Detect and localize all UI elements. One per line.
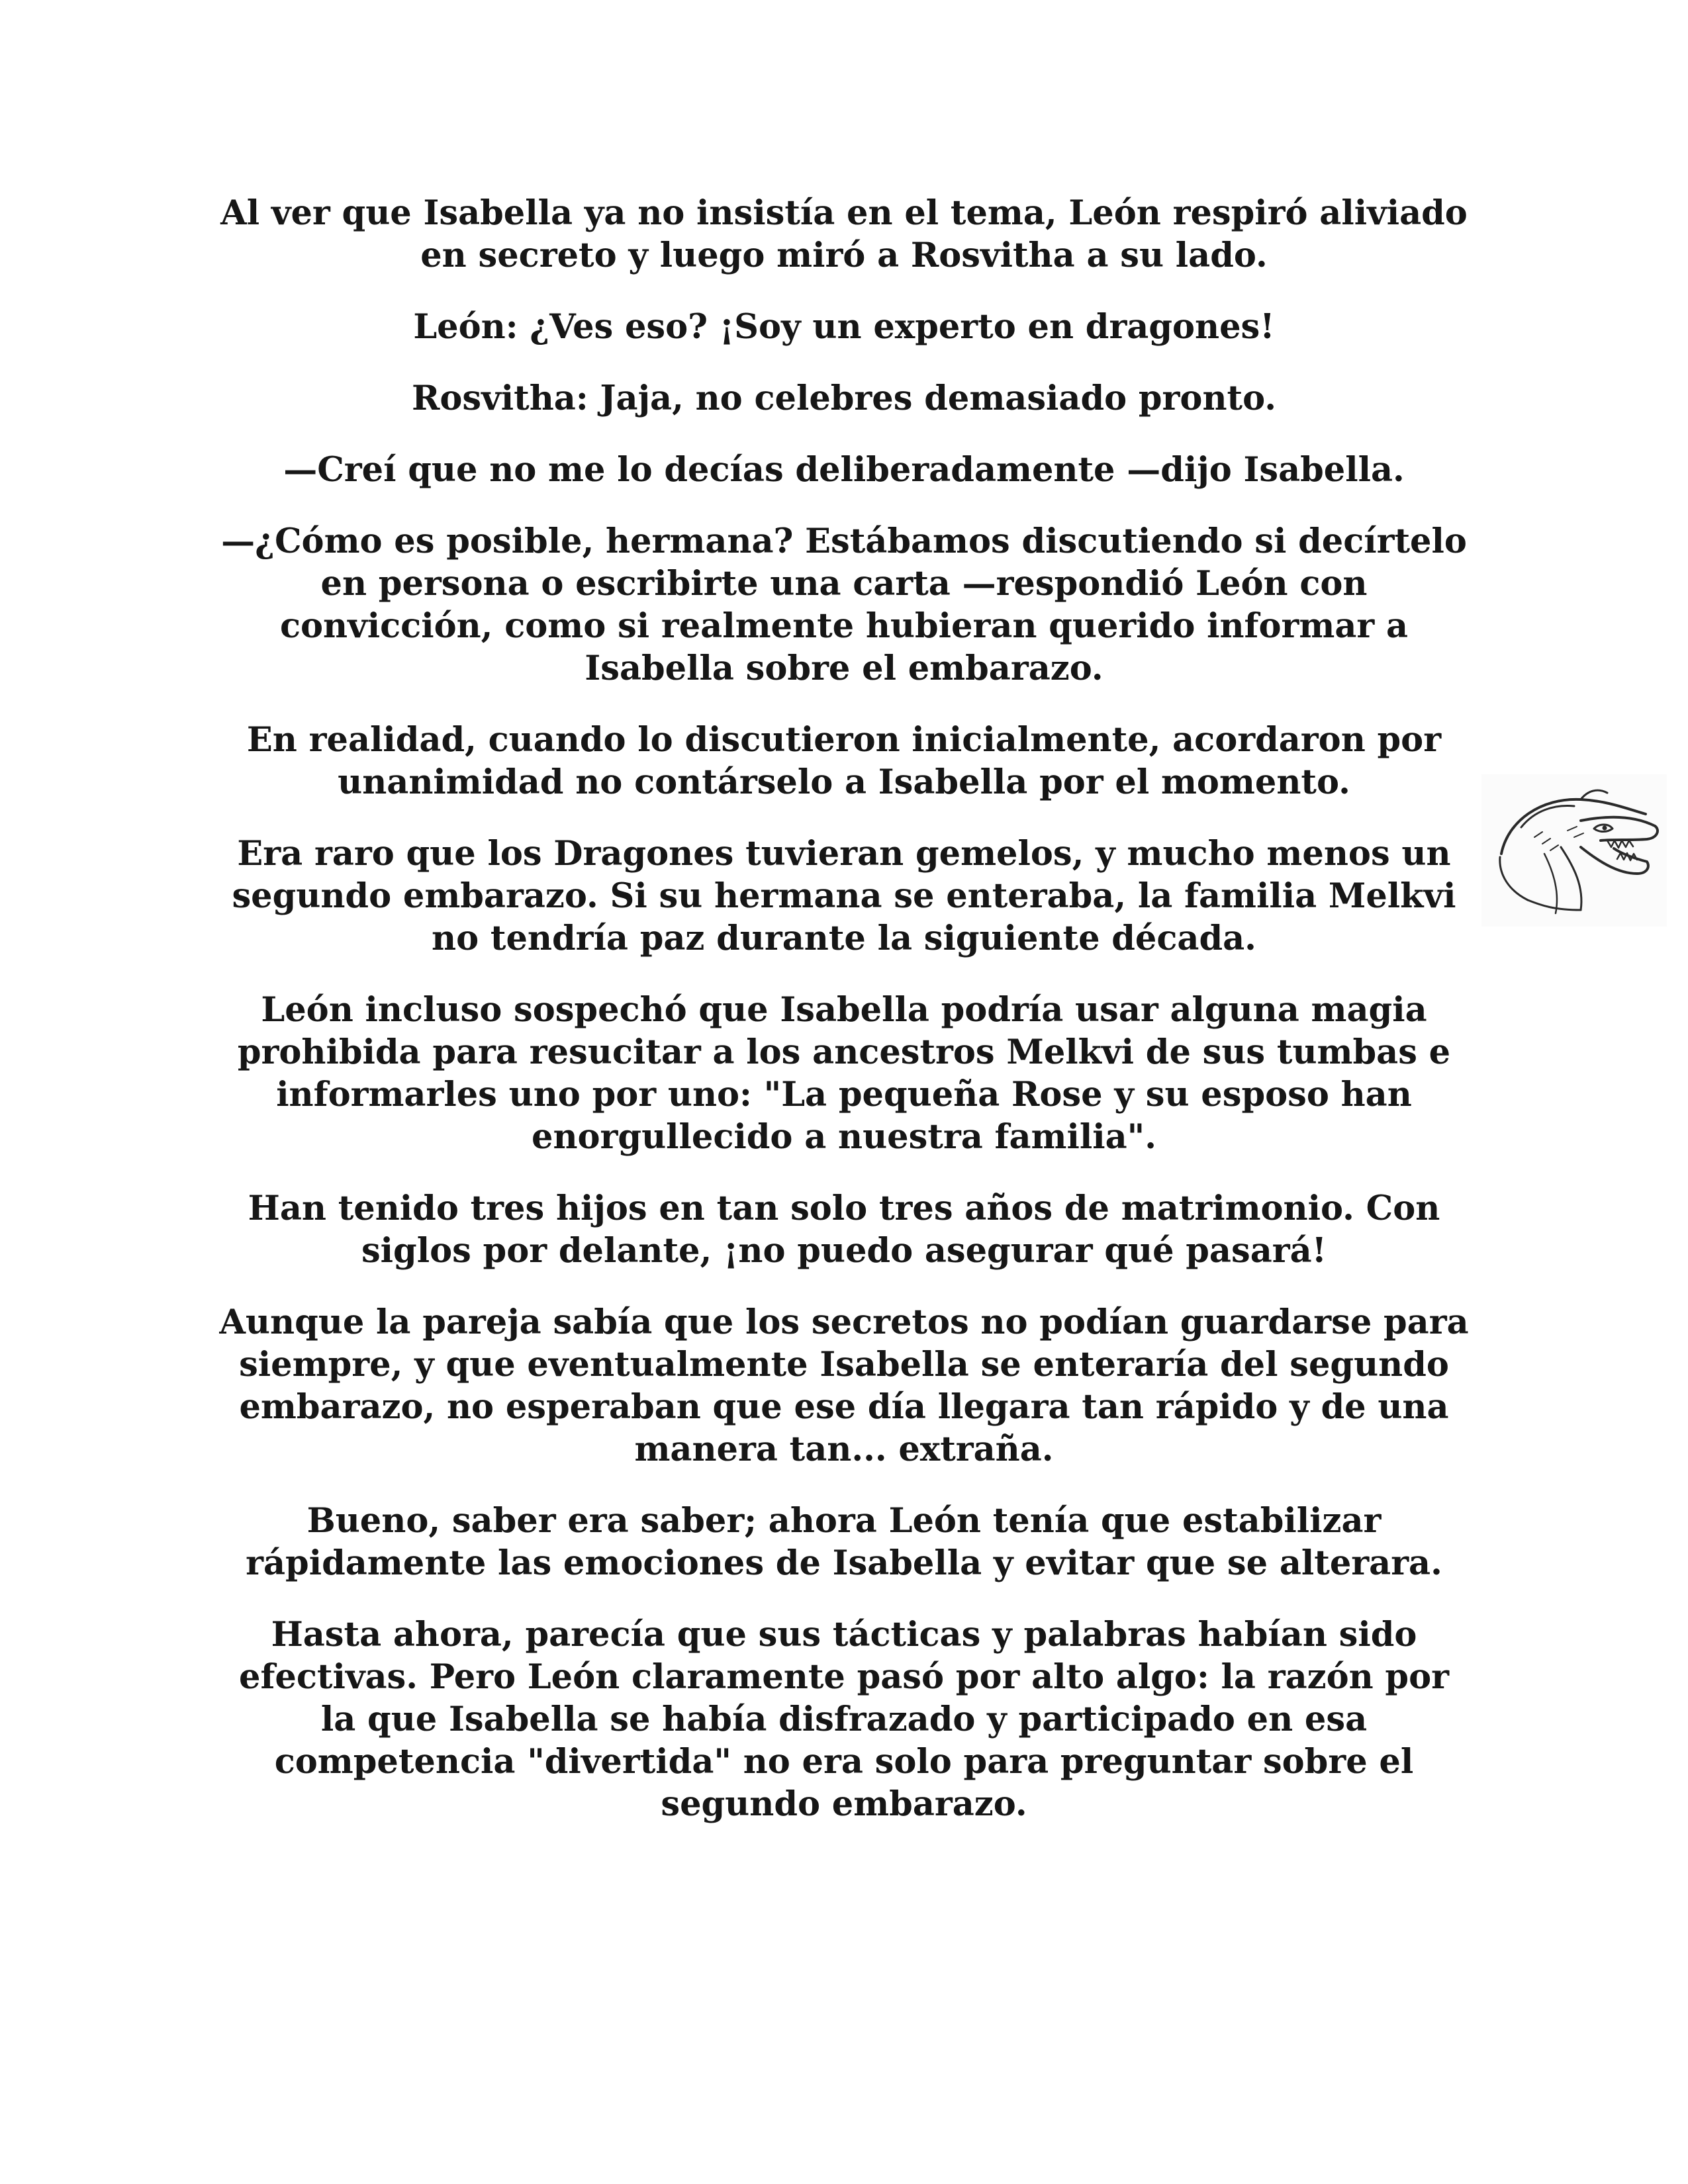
paragraph: León incluso sospechó que Isabella podría usar alguna magia prohibida para resucitar a los ancestros Melkvi de sus tumbas e informarles uno por uno: "La pequeña Rose y su esposo han enorgullecido a nuestra familia". bbox=[237, 990, 1451, 1157]
paragraph: Hasta ahora, parecía que sus tácticas y palabras habían sido efectivas. Pero León claramente pasó por alto algo: la razón por la que Isabella se había disfrazado y participado en esa competencia "divertida" no era solo para preguntar sobre el segundo embarazo. bbox=[239, 1615, 1449, 1824]
story-text bbox=[218, 192, 1470, 1854]
dragon-head-sketch-icon bbox=[1481, 774, 1667, 927]
paragraph: Rosvitha: Jaja, no celebres demasiado pronto. bbox=[412, 379, 1276, 418]
paragraph: Era raro que los Dragones tuvieran gemelos, y mucho menos un segundo embarazo. Si su hermana se enteraba, la familia Melkvi no tendría paz durante la siguiente década. bbox=[232, 834, 1456, 958]
paragraph: Han tenido tres hijos en tan solo tres años de matrimonio. Con siglos por delante, ¡no puedo asegurar qué pasará! bbox=[248, 1189, 1440, 1271]
paragraph: En realidad, cuando lo discutieron inicialmente, acordaron por unanimidad no contárselo a Isabella por el momento. bbox=[246, 720, 1442, 802]
paragraph: León: ¿Ves eso? ¡Soy un experto en dragones! bbox=[413, 307, 1275, 347]
paragraph: —Creí que no me lo decías deliberadamente —dijo Isabella. bbox=[283, 450, 1405, 490]
paragraph: Aunque la pareja sabía que los secretos no podían guardarse para siempre, y que eventualmente Isabella se enteraría del segundo embarazo, no esperaban que ese día llegara tan rápido y de una manera tan... extraña. bbox=[219, 1302, 1469, 1469]
paragraph: Bueno, saber era saber; ahora León tenía que estabilizar rápidamente las emociones de Isabella y evitar que se alterara. bbox=[246, 1501, 1442, 1583]
paragraph: Al ver que Isabella ya no insistía en el tema, León respiró aliviado en secreto y luego miró a Rosvitha a su lado. bbox=[220, 193, 1468, 275]
paragraph: —¿Cómo es posible, hermana? Estábamos discutiendo si decírtelo en persona o escribirte una carta —respondió León con convicción, como si realmente hubieran querido informar a Isabella sobre el embarazo. bbox=[221, 522, 1467, 688]
